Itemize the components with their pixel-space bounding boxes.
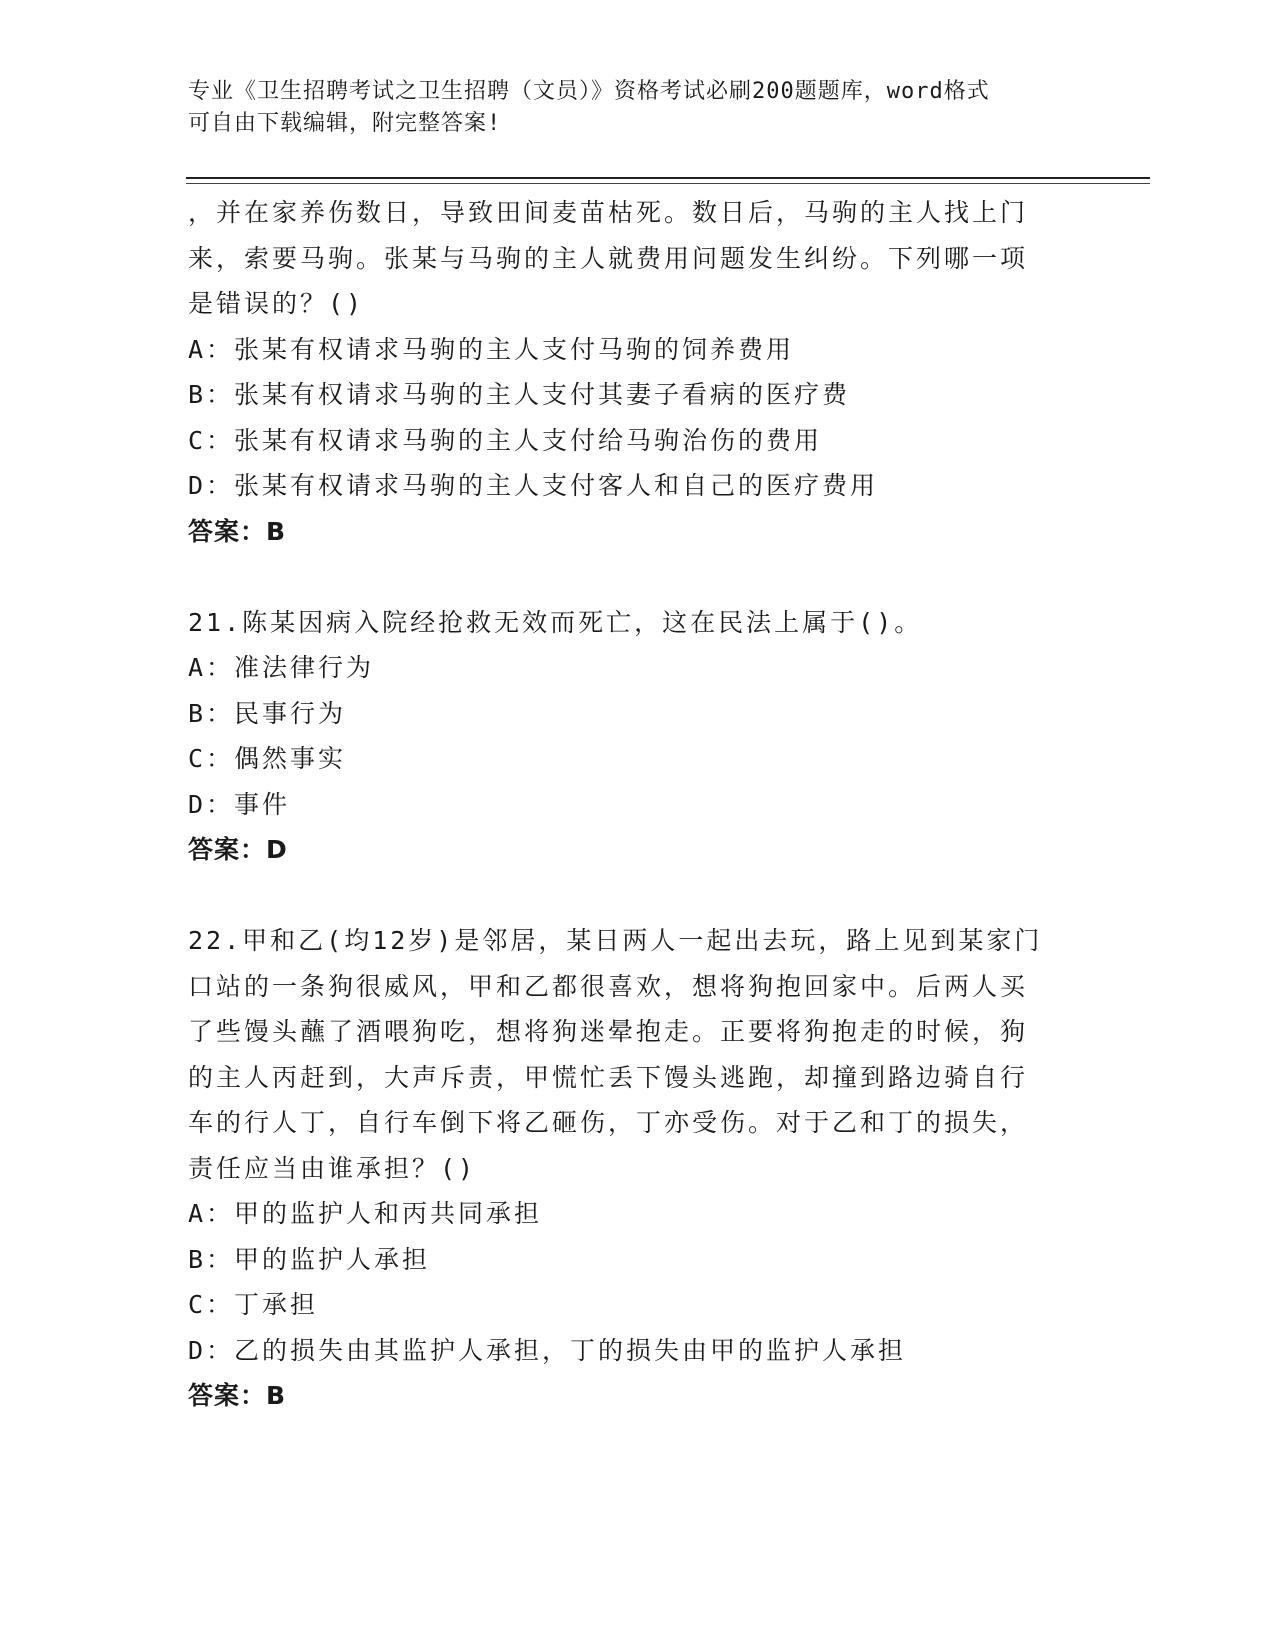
option-d: D：乙的损失由其监护人承担，丁的损失由甲的监护人承担 <box>188 1335 907 1365</box>
option-b: B：张某有权请求马驹的主人支付其妻子看病的医疗费 <box>188 380 851 409</box>
question-stem-line: 的主人丙赶到，大声斥责，甲慌忙丢下馒头逃跑，却撞到路边骑自行 <box>188 1062 1029 1092</box>
question-stem-line: 了些馒头蘸了酒喂狗吃，想将狗迷晕抱走。正要将狗抱走的时候，狗 <box>188 1017 1029 1046</box>
header-divider-thin <box>186 183 1150 184</box>
question-21 <box>188 600 1068 873</box>
spacer <box>188 554 1068 600</box>
question-stem-line: ，并在家养伤数日，导致田间麦苗枯死。数日后，马驹的主人找上门 <box>188 198 1029 227</box>
question-content <box>188 190 1068 1419</box>
question-stem-line: 22.甲和乙(均12岁)是邻居，某日两人一起出去玩，路上见到某家门 <box>188 926 1043 955</box>
option-d: D：事件 <box>188 789 291 819</box>
option-a: A：准法律行为 <box>188 653 375 682</box>
option-d: D：张某有权请求马驹的主人支付客人和自己的医疗费用 <box>188 471 879 500</box>
option-b: B：甲的监护人承担 <box>188 1244 431 1274</box>
option-c: C：偶然事实 <box>188 744 347 773</box>
option-b: B：民事行为 <box>188 698 347 728</box>
option-c: C：丁承担 <box>188 1290 319 1319</box>
question-stem-line: 来，索要马驹。张某与马驹的主人就费用问题发生纠纷。下列哪一项 <box>188 243 1029 273</box>
spacer <box>188 873 1068 919</box>
document-header <box>188 76 1068 140</box>
question-stem-line: 责任应当由谁承担？() <box>188 1153 477 1183</box>
option-a: A：甲的监护人和丙共同承担 <box>188 1199 543 1228</box>
question-stem-line: 口站的一条狗很威风，甲和乙都很喜欢，想将狗抱回家中。后两人买 <box>188 971 1029 1001</box>
question-stem-line: 车的行人丁，自行车倒下将乙砸伤，丁亦受伤。对于乙和丁的损失， <box>188 1108 1029 1137</box>
option-a: A：张某有权请求马驹的主人支付马驹的饲养费用 <box>188 334 795 364</box>
question-stem-line: 21.陈某因病入院经抢救无效而死亡，这在民法上属于()。 <box>188 607 923 637</box>
answer-label: 答案：D <box>188 835 288 864</box>
header-line-1: 专业《卫生招聘考试之卫生招聘（文员）》资格考试必刷200题题库，word格式 <box>188 79 990 104</box>
question-22 <box>188 918 1068 1419</box>
question-stem-line: 是错误的？() <box>188 289 365 318</box>
answer-label: 答案：B <box>188 1381 287 1410</box>
question-20 <box>188 190 1068 554</box>
header-divider-thick <box>186 177 1150 179</box>
header-line-2: 可自由下载编辑，附完整答案! <box>188 111 502 136</box>
option-c: C：张某有权请求马驹的主人支付给马驹治伤的费用 <box>188 425 823 455</box>
answer-label: 答案：B <box>188 516 287 546</box>
